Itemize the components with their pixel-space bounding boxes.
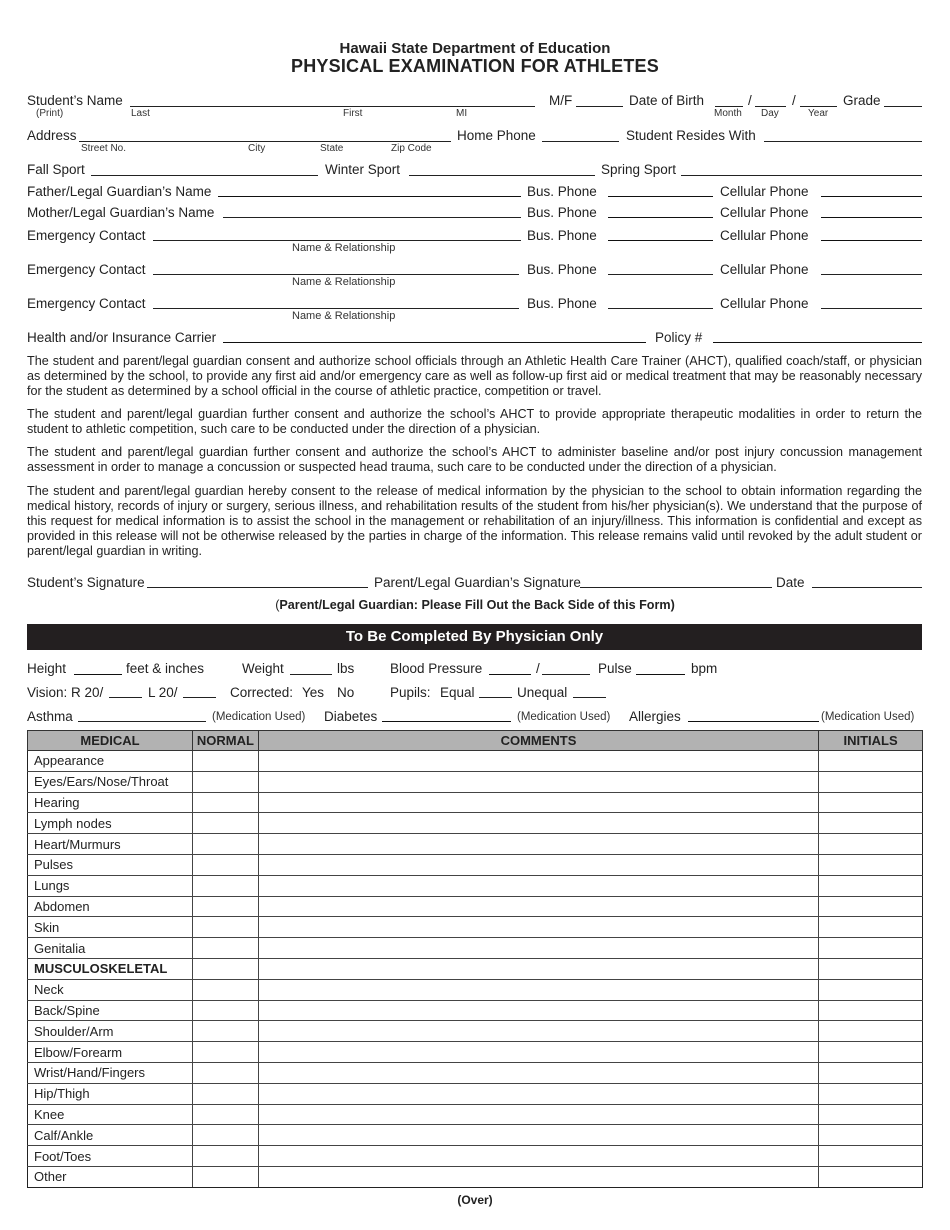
student-signature-field[interactable]: [147, 587, 368, 588]
pupils-equal-label: Equal: [440, 685, 475, 700]
table-row: [28, 1146, 923, 1167]
asthma-label: Asthma: [27, 709, 73, 724]
table-row: [28, 1083, 923, 1104]
col-header-normal: NORMAL: [192, 731, 258, 751]
date-field[interactable]: [812, 587, 922, 588]
table-row: [28, 1125, 923, 1146]
blood-pressure-label: Blood Pressure: [390, 661, 483, 676]
normal-cell[interactable]: [192, 1062, 258, 1083]
comments-cell[interactable]: [258, 1125, 818, 1146]
emergency-contact-3-field[interactable]: [153, 308, 519, 309]
comments-cell[interactable]: [258, 1083, 818, 1104]
winter-sport-label: Winter Sport: [325, 162, 401, 177]
table-row: [28, 917, 923, 938]
vision-right-label: Vision: R 20/: [27, 685, 104, 700]
father-cell-phone-label: Cellular Phone: [720, 184, 809, 199]
comments-cell[interactable]: [258, 896, 818, 917]
table-row: [28, 751, 923, 772]
dob-year-field[interactable]: [800, 106, 837, 107]
pupils-equal-field[interactable]: [479, 697, 512, 698]
comments-cell[interactable]: [258, 1166, 818, 1187]
normal-cell[interactable]: [192, 792, 258, 813]
emergency-contact-3-label: Emergency Contact: [27, 296, 146, 311]
emergency-1-bus-phone-label: Bus. Phone: [527, 228, 597, 243]
bp-systolic-field[interactable]: [489, 674, 531, 675]
pulse-unit: bpm: [691, 661, 718, 676]
weight-field[interactable]: [290, 674, 332, 675]
comments-cell[interactable]: [258, 958, 818, 979]
exam-item-label: Lungs: [28, 875, 193, 896]
table-row: [28, 792, 923, 813]
dob-month-field[interactable]: [715, 106, 743, 107]
exam-item-label: Calf/Ankle: [28, 1125, 193, 1146]
table-row: [28, 1042, 923, 1063]
normal-cell[interactable]: [192, 1104, 258, 1125]
exam-item-label: Elbow/Forearm: [28, 1042, 193, 1063]
initials-cell[interactable]: [819, 1062, 923, 1083]
emergency-2-bus-phone-label: Bus. Phone: [527, 262, 597, 277]
height-unit: feet & inches: [126, 661, 205, 676]
last-name-hint: Last: [131, 108, 150, 119]
print-hint: (Print): [36, 108, 64, 119]
normal-cell[interactable]: [192, 854, 258, 875]
father-name-label: Father/Legal Guardian’s Name: [27, 184, 212, 199]
height-label: Height: [27, 661, 67, 676]
month-hint: Month: [714, 108, 742, 119]
comments-cell[interactable]: [258, 979, 818, 1000]
initials-cell[interactable]: [819, 751, 923, 772]
col-header-initials: INITIALS: [819, 731, 923, 751]
emergency-1-cell-phone-field[interactable]: [821, 240, 922, 241]
table-row: [28, 771, 923, 792]
exam-item-label: Shoulder/Arm: [28, 1021, 193, 1042]
mother-cell-phone-field[interactable]: [821, 217, 922, 218]
comments-cell[interactable]: [258, 792, 818, 813]
dob-sep-2: /: [792, 93, 796, 108]
exam-item-label: Abdomen: [28, 896, 193, 917]
date-label: Date: [776, 575, 805, 590]
diabetes-label: Diabetes: [324, 709, 378, 724]
normal-cell[interactable]: [192, 958, 258, 979]
vision-left-label: L 20/: [148, 685, 178, 700]
pupils-unequal-field[interactable]: [573, 697, 606, 698]
emergency-2-cell-phone-field[interactable]: [821, 274, 922, 275]
year-hint: Year: [808, 108, 829, 119]
name-relationship-hint: Name & Relationship: [292, 310, 396, 322]
policy-field[interactable]: [713, 342, 922, 343]
emergency-1-bus-phone-field[interactable]: [608, 240, 713, 241]
normal-cell[interactable]: [192, 751, 258, 772]
department-name: Hawaii State Department of Education: [339, 40, 611, 57]
table-row: [28, 1062, 923, 1083]
back-side-note-paren: (: [275, 598, 280, 612]
allergies-label: Allergies: [629, 709, 681, 724]
insurance-carrier-label: Health and/or Insurance Carrier: [27, 330, 217, 345]
initials-cell[interactable]: [819, 875, 923, 896]
comments-cell[interactable]: [258, 1146, 818, 1167]
student-signature-label: Student’s Signature: [27, 575, 145, 590]
vision-right-field[interactable]: [109, 697, 142, 698]
initials-cell[interactable]: [819, 1166, 923, 1187]
col-header-comments: COMMENTS: [258, 731, 818, 751]
initials-cell[interactable]: [819, 979, 923, 1000]
diabetes-field[interactable]: [382, 721, 511, 722]
student-name-field[interactable]: [130, 106, 535, 107]
normal-cell[interactable]: [192, 1146, 258, 1167]
emergency-contact-1-field[interactable]: [153, 240, 521, 241]
table-row: [28, 979, 923, 1000]
exam-item-label: MUSCULOSKELETAL: [28, 958, 193, 979]
medical-table-body: [28, 751, 923, 1188]
initials-cell[interactable]: [819, 834, 923, 855]
comments-cell[interactable]: [258, 875, 818, 896]
mother-cell-phone-label: Cellular Phone: [720, 205, 809, 220]
zip-hint: Zip Code: [391, 143, 432, 154]
exam-item-label: Genitalia: [28, 938, 193, 959]
comments-cell[interactable]: [258, 1104, 818, 1125]
emergency-3-bus-phone-field[interactable]: [608, 308, 713, 309]
mother-bus-phone-field[interactable]: [608, 217, 713, 218]
initials-cell[interactable]: [819, 1000, 923, 1021]
address-label: Address: [27, 128, 77, 143]
fall-sport-field[interactable]: [91, 175, 318, 176]
normal-cell[interactable]: [192, 1000, 258, 1021]
emergency-3-bus-phone-label: Bus. Phone: [527, 296, 597, 311]
back-side-note: [0, 598, 950, 612]
initials-cell[interactable]: [819, 1021, 923, 1042]
normal-cell[interactable]: [192, 917, 258, 938]
comments-cell[interactable]: [258, 1042, 818, 1063]
table-row: [28, 813, 923, 834]
exam-item-label: Knee: [28, 1104, 193, 1125]
exam-item-label: Appearance: [28, 751, 193, 772]
mi-hint: MI: [456, 108, 468, 119]
comments-cell[interactable]: [258, 813, 818, 834]
parent-signature-label: Parent/Legal Guardian’s Signature: [374, 575, 581, 590]
physician-only-banner: To Be Completed By Physician Only: [27, 624, 922, 650]
consent-paragraph-1: The student and parent/legal guardian consent and authorize school officials through an Athletic Health Care Trainer (AHCT), qualified coach/staff, or physician as determined by the school, to provide any first aid and/or emergency care as well as follow-up first aid or medical treatment that may be reasonably necessary for the student as determined by a school official in the course of athletic practice, competition or travel.: [27, 354, 922, 398]
height-field[interactable]: [74, 674, 122, 675]
table-row: [28, 1104, 923, 1125]
table-row: [28, 875, 923, 896]
initials-cell[interactable]: [819, 792, 923, 813]
comments-cell[interactable]: [258, 1021, 818, 1042]
consent-paragraph-2: The student and parent/legal guardian further consent and authorize the school’s AHCT to provide appropriate therapeutic modalities in order to return the student to athletic competition, such care to be conducted under the direction of a physician.: [27, 407, 922, 436]
consent-paragraph-3: The student and parent/legal guardian further consent and authorize the school’s AHCT to administer baseline and/or post injury concussion management assessment in order to manage a concussion or suspected head trauma, such care to be conducted under the direction of a physician.: [27, 445, 922, 474]
emergency-1-cell-phone-label: Cellular Phone: [720, 228, 809, 243]
emergency-2-bus-phone-field[interactable]: [608, 274, 713, 275]
normal-cell[interactable]: [192, 1021, 258, 1042]
grade-label: Grade: [843, 93, 881, 108]
initials-cell[interactable]: [819, 958, 923, 979]
pupils-unequal-label: Unequal: [517, 685, 568, 700]
normal-cell[interactable]: [192, 875, 258, 896]
exam-item-label: Pulses: [28, 854, 193, 875]
home-phone-label: Home Phone: [457, 128, 536, 143]
exam-item-label: Other: [28, 1166, 193, 1187]
mother-name-field[interactable]: [223, 217, 521, 218]
emergency-contact-1-label: Emergency Contact: [27, 228, 146, 243]
mf-label: M/F: [549, 93, 573, 108]
street-hint: Street No.: [81, 143, 127, 154]
exam-item-label: Hearing: [28, 792, 193, 813]
bp-diastolic-field[interactable]: [542, 674, 590, 675]
parent-signature-field[interactable]: [580, 587, 772, 588]
grade-field[interactable]: [884, 106, 922, 107]
normal-cell[interactable]: [192, 813, 258, 834]
pulse-label: Pulse: [598, 661, 632, 676]
emergency-contact-2-field[interactable]: [153, 274, 519, 275]
mother-name-label: Mother/Legal Guardian’s Name: [27, 205, 215, 220]
initials-cell[interactable]: [819, 1146, 923, 1167]
spring-sport-field[interactable]: [681, 175, 922, 176]
day-hint: Day: [761, 108, 779, 119]
resides-with-field[interactable]: [764, 141, 922, 142]
table-row: [28, 1021, 923, 1042]
comments-cell[interactable]: [258, 771, 818, 792]
table-row: [28, 1166, 923, 1187]
student-name-label: Student’s Name: [27, 93, 123, 108]
address-field[interactable]: [79, 141, 451, 142]
diabetes-medication-hint: (Medication Used): [517, 711, 611, 723]
allergies-field[interactable]: [688, 721, 819, 722]
normal-cell[interactable]: [192, 1166, 258, 1187]
exam-item-label: Skin: [28, 917, 193, 938]
exam-item-label: Neck: [28, 979, 193, 1000]
medical-exam-table: [27, 730, 923, 1188]
father-bus-phone-label: Bus. Phone: [527, 184, 597, 199]
resides-with-label: Student Resides With: [626, 128, 756, 143]
emergency-3-cell-phone-label: Cellular Phone: [720, 296, 809, 311]
mf-field[interactable]: [576, 106, 623, 107]
table-row: [28, 834, 923, 855]
exam-item-label: Lymph nodes: [28, 813, 193, 834]
comments-cell[interactable]: [258, 854, 818, 875]
weight-label: Weight: [242, 661, 284, 676]
normal-cell[interactable]: [192, 1125, 258, 1146]
asthma-medication-hint: (Medication Used): [212, 711, 306, 723]
pulse-field[interactable]: [636, 674, 685, 675]
weight-unit: lbs: [337, 661, 355, 676]
comments-cell[interactable]: [258, 1062, 818, 1083]
initials-cell[interactable]: [819, 854, 923, 875]
allergies-medication-hint: (Medication Used): [821, 711, 915, 723]
comments-cell[interactable]: [258, 917, 818, 938]
initials-cell[interactable]: [819, 1104, 923, 1125]
initials-cell[interactable]: [819, 1042, 923, 1063]
fall-sport-label: Fall Sport: [27, 162, 85, 177]
winter-sport-field[interactable]: [409, 175, 595, 176]
vision-left-field[interactable]: [183, 697, 216, 698]
pupils-label: Pupils:: [390, 685, 431, 700]
comments-cell[interactable]: [258, 834, 818, 855]
emergency-2-cell-phone-label: Cellular Phone: [720, 262, 809, 277]
father-bus-phone-field[interactable]: [608, 196, 713, 197]
normal-cell[interactable]: [192, 1083, 258, 1104]
table-row: [28, 1000, 923, 1021]
table-row: [28, 854, 923, 875]
emergency-contact-2-label: Emergency Contact: [27, 262, 146, 277]
dob-label: Date of Birth: [629, 93, 705, 108]
bp-separator: /: [536, 661, 540, 676]
corrected-no-option[interactable]: No: [337, 685, 355, 700]
initials-cell[interactable]: [819, 1083, 923, 1104]
consent-paragraph-4: The student and parent/legal guardian hereby consent to the release of medical information by the physician to the school to obtain information regarding the medical history, records of injury or surgery, serious illness, and rehabilitation results of the student from his/her physician(s). We understand that the purpose of this request for medical information is to assist the school in the management or rehabilitation of an injury/illness. This information is confidential and except as provided in this release will not be otherwise released by the parties in charge of the information. This release remains valid until revoked by the adult student or parent/legal guardian in writing.: [27, 484, 922, 558]
spring-sport-label: Spring Sport: [601, 162, 677, 177]
normal-cell[interactable]: [192, 771, 258, 792]
table-row: [28, 938, 923, 959]
initials-cell[interactable]: [819, 938, 923, 959]
initials-cell[interactable]: [819, 771, 923, 792]
table-row: [28, 896, 923, 917]
dob-day-field[interactable]: [755, 106, 786, 107]
asthma-field[interactable]: [78, 721, 206, 722]
insurance-carrier-field[interactable]: [223, 342, 646, 343]
father-cell-phone-field[interactable]: [821, 196, 922, 197]
mother-bus-phone-label: Bus. Phone: [527, 205, 597, 220]
name-relationship-hint: Name & Relationship: [292, 276, 396, 288]
exam-item-label: Foot/Toes: [28, 1146, 193, 1167]
over-indicator: (Over): [457, 1193, 493, 1207]
back-side-note-text: Parent/Legal Guardian: Please Fill Out the Back Side of this Form): [279, 598, 675, 612]
name-relationship-hint: Name & Relationship: [292, 242, 396, 254]
exam-item-label: Back/Spine: [28, 1000, 193, 1021]
initials-cell[interactable]: [819, 1125, 923, 1146]
exam-item-label: Heart/Murmurs: [28, 834, 193, 855]
home-phone-field[interactable]: [542, 141, 619, 142]
state-hint: State: [320, 143, 344, 154]
normal-cell[interactable]: [192, 938, 258, 959]
initials-cell[interactable]: [819, 896, 923, 917]
normal-cell[interactable]: [192, 1042, 258, 1063]
initials-cell[interactable]: [819, 813, 923, 834]
corrected-label: Corrected:: [230, 685, 294, 700]
corrected-yes-option[interactable]: Yes: [302, 685, 325, 700]
exam-item-label: Eyes/Ears/Nose/Throat: [28, 771, 193, 792]
exam-item-label: Hip/Thigh: [28, 1083, 193, 1104]
initials-cell[interactable]: [819, 917, 923, 938]
emergency-3-cell-phone-field[interactable]: [821, 308, 922, 309]
normal-cell[interactable]: [192, 979, 258, 1000]
policy-label: Policy #: [655, 330, 703, 345]
city-hint: City: [248, 143, 266, 154]
col-header-medical: MEDICAL: [28, 731, 193, 751]
comments-cell[interactable]: [258, 751, 818, 772]
first-name-hint: First: [343, 108, 363, 119]
exam-item-label: Wrist/Hand/Fingers: [28, 1062, 193, 1083]
normal-cell[interactable]: [192, 834, 258, 855]
table-header-row: [28, 731, 923, 751]
form-title: PHYSICAL EXAMINATION FOR ATHLETES: [291, 56, 659, 76]
normal-cell[interactable]: [192, 896, 258, 917]
dob-sep-1: /: [748, 93, 752, 108]
table-row: [28, 958, 923, 979]
comments-cell[interactable]: [258, 1000, 818, 1021]
comments-cell[interactable]: [258, 938, 818, 959]
father-name-field[interactable]: [218, 196, 521, 197]
